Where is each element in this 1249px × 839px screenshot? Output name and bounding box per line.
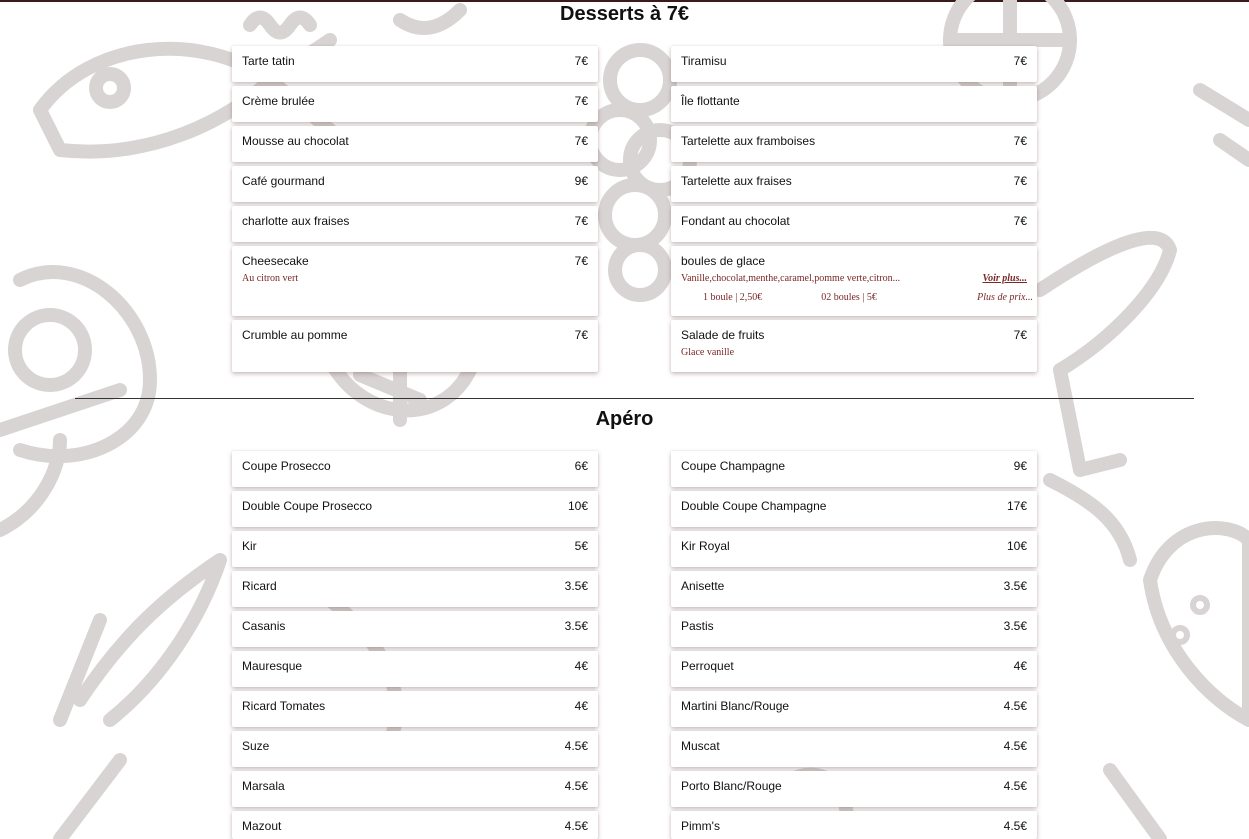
menu-item[interactable] — [232, 571, 598, 607]
menu-item[interactable] — [232, 126, 598, 162]
item-price: 5€ — [574, 539, 588, 553]
item-name: Anisette — [681, 579, 725, 593]
menu-item[interactable] — [671, 731, 1037, 767]
item-price: 7€ — [574, 214, 588, 228]
item-price: 7€ — [1013, 174, 1027, 188]
menu-item[interactable] — [671, 166, 1037, 202]
item-name: Perroquet — [681, 659, 734, 673]
item-price: 4.5€ — [564, 779, 588, 793]
menu-item[interactable] — [232, 771, 598, 807]
item-price: 7€ — [574, 94, 588, 108]
desserts-title: Desserts à 7€ — [560, 3, 689, 25]
item-price: 4€ — [1013, 659, 1027, 673]
item-price: 10€ — [1006, 539, 1027, 553]
size-price-1: 1 boule | 2,50€ — [703, 292, 763, 303]
item-price: 6€ — [574, 459, 588, 473]
item-price: 7€ — [1013, 328, 1027, 342]
item-name: Crème brulée — [242, 94, 315, 108]
item-name: Salade de fruits — [681, 328, 765, 342]
item-name: Pimm's — [681, 819, 720, 833]
menu-item[interactable] — [671, 126, 1037, 162]
item-name: Kir Royal — [681, 539, 730, 553]
item-price: 7€ — [1013, 134, 1027, 148]
item-name: Mousse au chocolat — [242, 134, 349, 148]
item-name: Muscat — [681, 739, 720, 753]
item-name: Double Coupe Prosecco — [242, 499, 373, 513]
item-price: 3.5€ — [1003, 579, 1027, 593]
menu-item[interactable] — [671, 531, 1037, 567]
item-price: 3.5€ — [1003, 619, 1027, 633]
item-price: 3.5€ — [564, 579, 588, 593]
item-price: 4.5€ — [564, 739, 588, 753]
menu-item[interactable] — [671, 651, 1037, 687]
item-name: Pastis — [681, 619, 714, 633]
apero-title: Apéro — [595, 408, 654, 430]
item-name: Marsala — [242, 779, 285, 793]
menu-item[interactable] — [671, 246, 1037, 316]
item-name: Cheesecake — [242, 254, 309, 268]
item-name: Tartelette aux fraises — [681, 174, 792, 188]
item-name: Fondant au chocolat — [681, 214, 790, 228]
menu-item[interactable] — [232, 691, 598, 727]
menu-item[interactable] — [671, 46, 1037, 82]
item-price: 4.5€ — [1003, 699, 1027, 713]
item-price: 10€ — [567, 499, 588, 513]
item-price: 4.5€ — [1003, 779, 1027, 793]
see-more-link[interactable]: Voir plus... — [982, 273, 1027, 284]
item-name: Suze — [242, 739, 270, 753]
item-description: Vanille,chocolat,menthe,caramel,pomme verte,citron... — [681, 273, 901, 284]
menu-item[interactable] — [671, 86, 1037, 122]
menu-item[interactable] — [671, 611, 1037, 647]
item-name: Ricard Tomates — [242, 699, 326, 713]
menu-item[interactable] — [232, 320, 598, 372]
item-price: 7€ — [1013, 54, 1027, 68]
item-description: Glace vanille — [681, 347, 735, 358]
menu-item[interactable] — [232, 611, 598, 647]
item-name: Coupe Prosecco — [242, 459, 331, 473]
item-name: Casanis — [242, 619, 286, 633]
item-price: 3.5€ — [564, 619, 588, 633]
item-name: Porto Blanc/Rouge — [681, 779, 782, 793]
item-name: Martini Blanc/Rouge — [681, 699, 790, 713]
item-name: Kir — [242, 539, 257, 553]
item-name: charlotte aux fraises — [242, 214, 350, 228]
item-name: Double Coupe Champagne — [681, 499, 827, 513]
menu-item[interactable] — [671, 811, 1037, 839]
item-price: 4.5€ — [564, 819, 588, 833]
item-price: 7€ — [574, 254, 588, 268]
item-name: Tarte tatin — [242, 54, 295, 68]
item-name: Tartelette aux framboises — [681, 134, 816, 148]
menu-item[interactable] — [232, 86, 598, 122]
item-description: Au citron vert — [242, 273, 299, 284]
item-name: Île flottante — [681, 94, 740, 108]
item-price: 4€ — [574, 659, 588, 673]
menu-item[interactable] — [671, 771, 1037, 807]
menu-item[interactable] — [671, 571, 1037, 607]
menu-item[interactable] — [232, 451, 598, 487]
item-name: Coupe Champagne — [681, 459, 786, 473]
menu-item[interactable] — [671, 206, 1037, 242]
item-name: Crumble au pomme — [242, 328, 348, 342]
size-price-2: 02 boules | 5€ — [821, 292, 877, 303]
item-price: 9€ — [1013, 459, 1027, 473]
menu-item[interactable] — [232, 811, 598, 839]
item-name: Café gourmand — [242, 174, 325, 188]
item-price: 7€ — [574, 134, 588, 148]
section-divider — [75, 398, 1194, 399]
menu-item[interactable] — [232, 651, 598, 687]
menu-item[interactable] — [232, 731, 598, 767]
item-name: Mauresque — [242, 659, 303, 673]
item-price: 9€ — [574, 174, 588, 188]
menu-item[interactable] — [232, 531, 598, 567]
menu-item[interactable] — [232, 206, 598, 242]
item-name: Tiramisu — [681, 54, 727, 68]
menu-item[interactable] — [671, 451, 1037, 487]
item-name: Ricard — [242, 579, 277, 593]
menu-item[interactable] — [671, 491, 1037, 527]
more-prices-link[interactable]: Plus de prix... — [977, 292, 1033, 303]
item-price: 7€ — [1013, 214, 1027, 228]
menu-item[interactable] — [232, 491, 598, 527]
item-price: 4€ — [574, 699, 588, 713]
menu-item[interactable] — [671, 691, 1037, 727]
item-price: 4.5€ — [1003, 819, 1027, 833]
item-name: Mazout — [242, 819, 282, 833]
menu-item[interactable] — [232, 246, 598, 316]
item-price: 4.5€ — [1003, 739, 1027, 753]
item-price: 7€ — [574, 328, 588, 342]
item-price: 17€ — [1006, 499, 1027, 513]
item-name: boules de glace — [681, 254, 766, 268]
menu-item[interactable] — [671, 320, 1037, 372]
item-price: 7€ — [574, 54, 588, 68]
menu-item[interactable] — [232, 166, 598, 202]
menu-item[interactable] — [232, 46, 598, 82]
